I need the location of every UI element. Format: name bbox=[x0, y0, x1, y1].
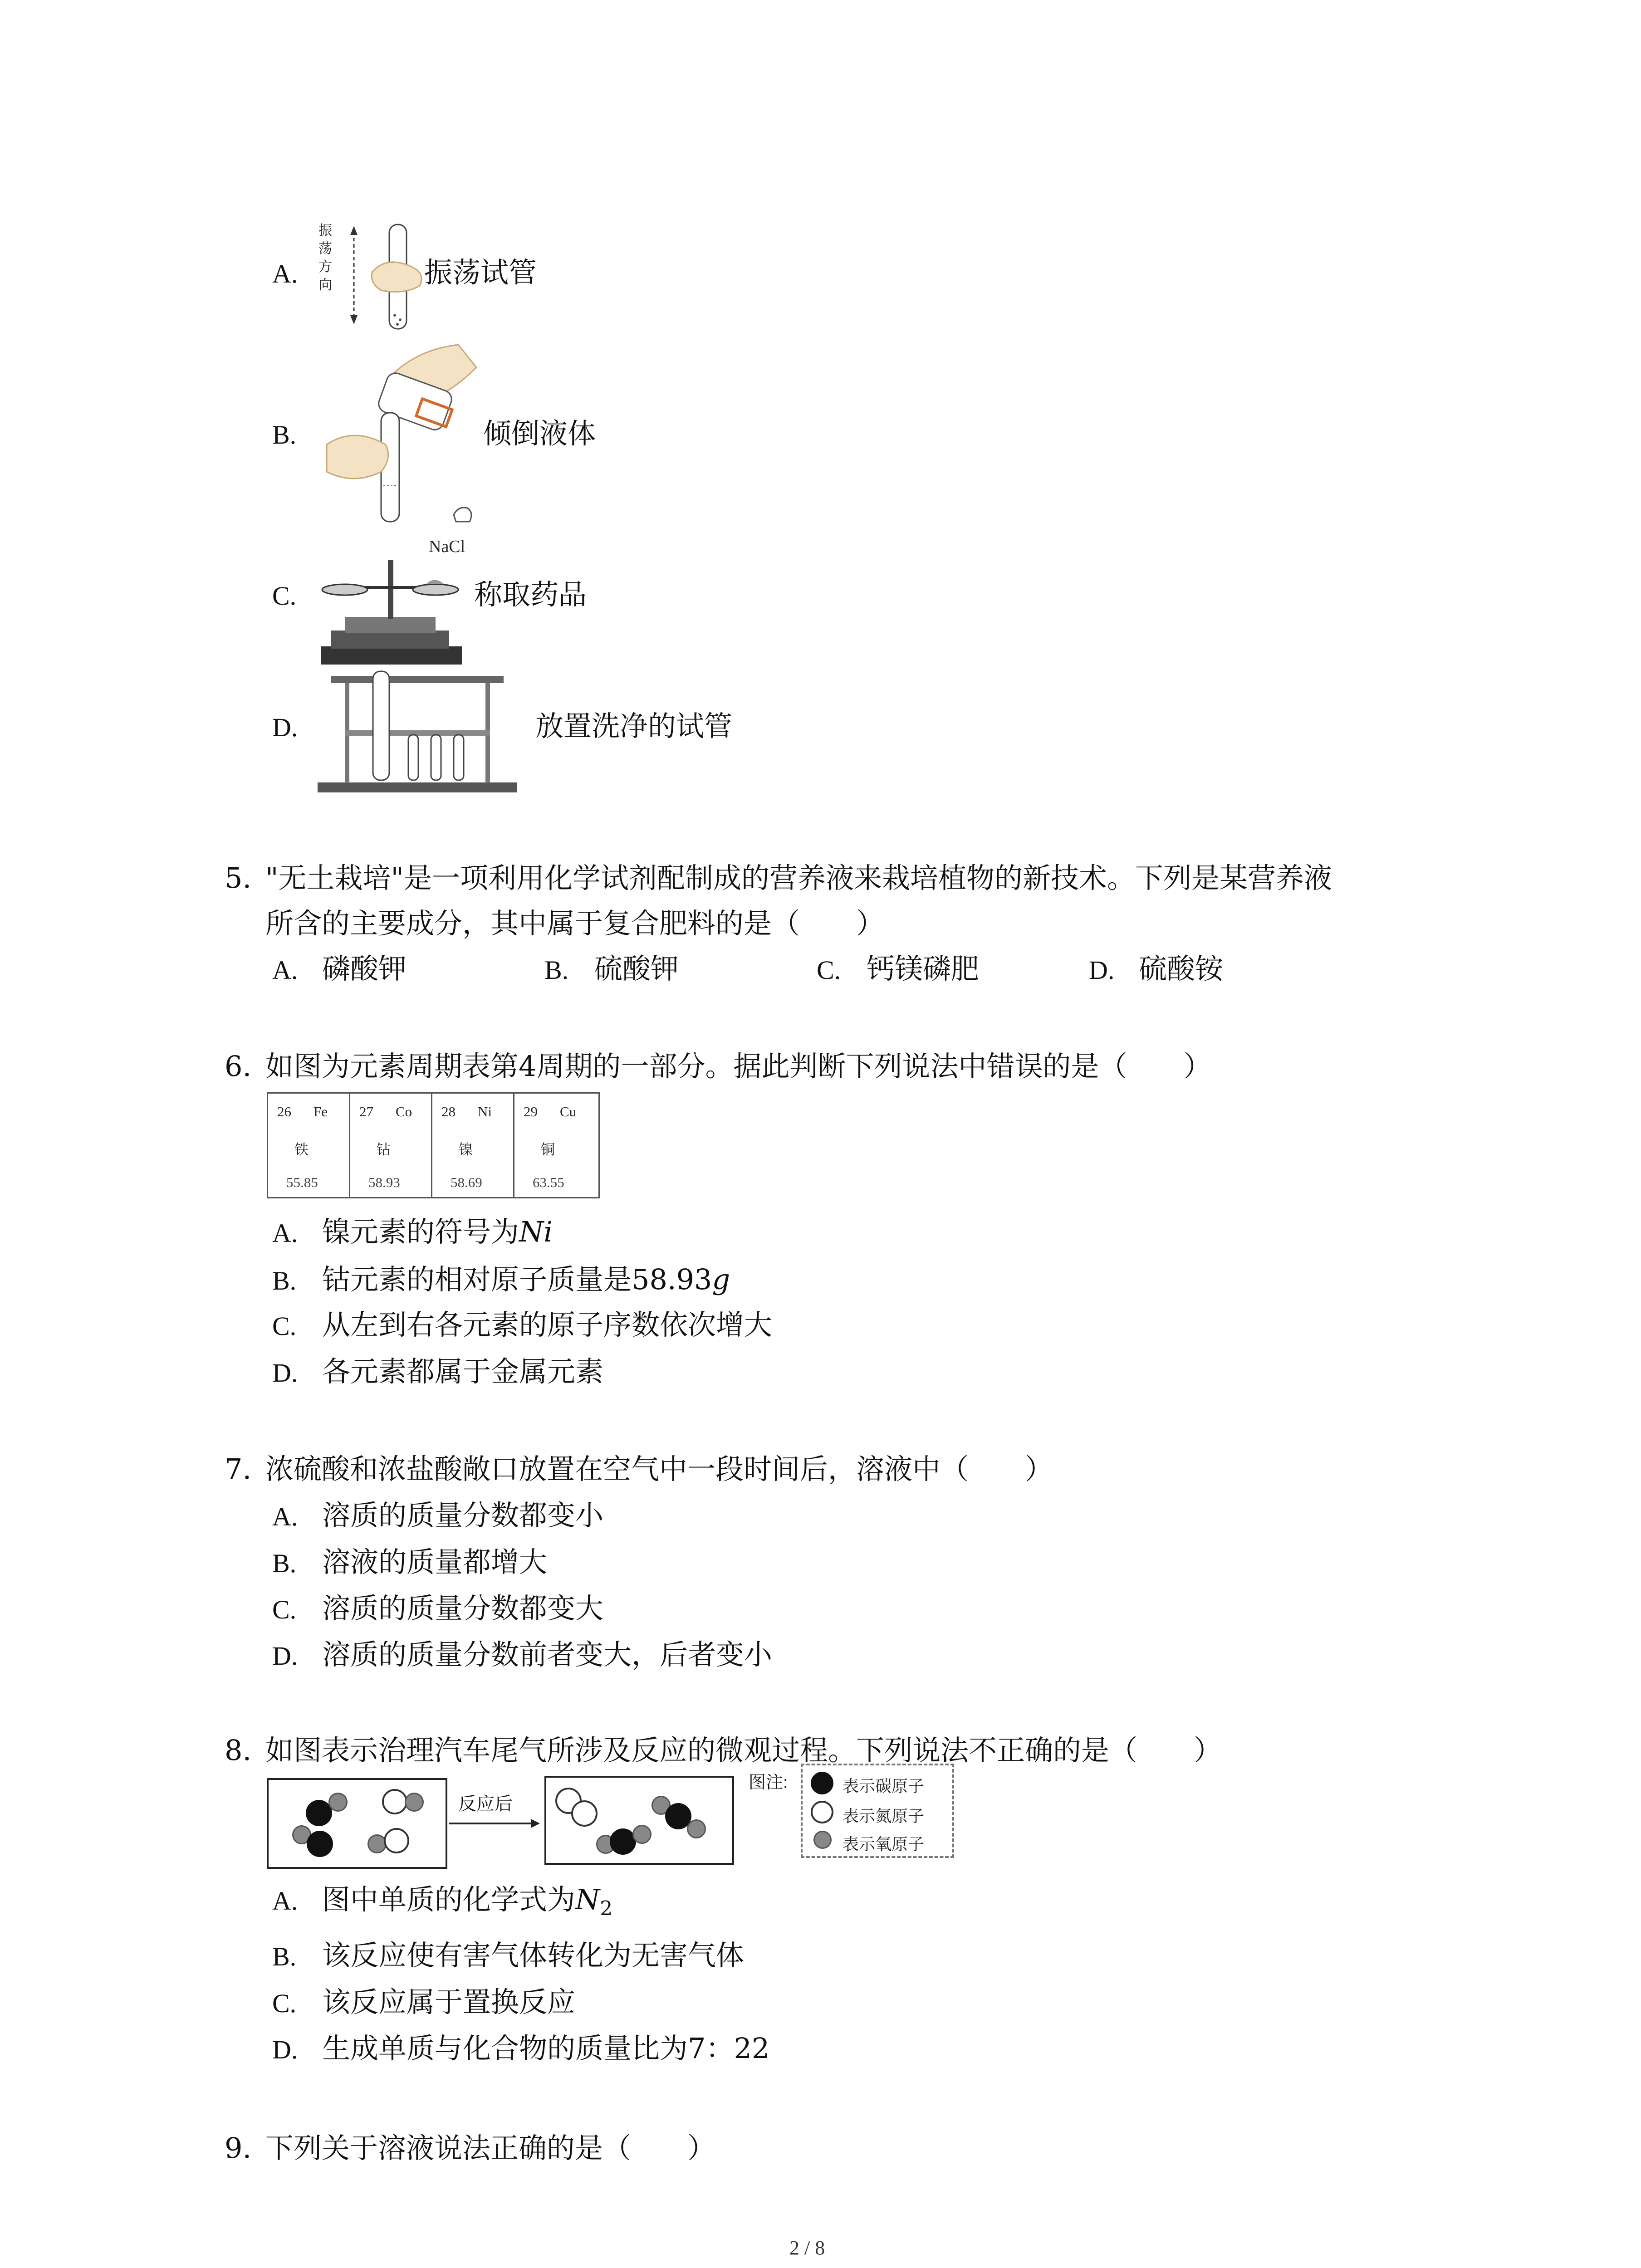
legend-title: 图注: bbox=[749, 1773, 788, 1792]
question-stem-line2: 所含的主要成分，其中属于复合肥料的是（ ） bbox=[265, 907, 885, 940]
option-text: 称取药品 bbox=[474, 578, 587, 611]
question-stem: 如图为元素周期表第4周期的一部分。据此判断下列说法中错误的是（ ） bbox=[265, 1050, 1212, 1083]
question-stem-line1: "无土栽培"是一项利用化学试剂配制成的营养液来栽培植物的新技术。下列是某营养液 bbox=[265, 861, 1332, 894]
option-d-text: 硫酸铵 bbox=[1139, 952, 1224, 985]
option-b-text: 硫酸钾 bbox=[594, 952, 679, 985]
svg-text:向: 向 bbox=[318, 277, 332, 293]
option-b-text: 溶液的质量都增大 bbox=[322, 1545, 548, 1579]
option-a-text: 镍元素的符号为Ni bbox=[322, 1215, 553, 1248]
question-number: 5. bbox=[225, 861, 252, 894]
carbon-atom-key bbox=[811, 1772, 833, 1794]
option-b-label: B. bbox=[272, 1266, 297, 1295]
oxygen-atom-key bbox=[813, 1831, 832, 1849]
option-a-text: 磷酸钾 bbox=[322, 952, 407, 985]
legend-nitrogen: 表示氮原子 bbox=[843, 1807, 925, 1826]
products-box bbox=[544, 1776, 734, 1865]
element-cell-ni: 28 Ni 镍 58.69 bbox=[432, 1094, 514, 1197]
option-d-text: 各元素都属于金属元素 bbox=[322, 1355, 604, 1388]
question-number: 7. bbox=[225, 1452, 252, 1486]
nacl-label: NaCl bbox=[429, 537, 465, 556]
option-a-text: 图中单质的化学式为$N_2$ bbox=[322, 1883, 613, 1921]
svg-text:振: 振 bbox=[318, 223, 332, 239]
option-c-label: C. bbox=[272, 1595, 297, 1624]
legend-oxygen: 表示氧原子 bbox=[843, 1835, 925, 1854]
option-d-label: D. bbox=[1089, 955, 1115, 985]
legend-box bbox=[801, 1764, 954, 1858]
option-label: D. bbox=[272, 713, 298, 742]
shake-test-tube-figure bbox=[318, 222, 431, 340]
option-b-label: B. bbox=[272, 1549, 297, 1578]
question-number: 9. bbox=[225, 2131, 252, 2165]
question-stem: 下列关于溶液说法正确的是（ ） bbox=[265, 2131, 716, 2165]
svg-text:荡: 荡 bbox=[318, 241, 332, 257]
option-b-text: 钴元素的相对原子质量是58.93g bbox=[322, 1263, 730, 1296]
legend-carbon: 表示碳原子 bbox=[843, 1777, 925, 1796]
question-number: 8. bbox=[225, 1734, 252, 1767]
option-b-label: B. bbox=[544, 955, 569, 985]
option-b-text: 该反应使有害气体转化为无害气体 bbox=[322, 1939, 745, 1972]
option-text: 放置洗净的试管 bbox=[535, 709, 733, 743]
option-a-label: A. bbox=[272, 1218, 298, 1248]
element-cell-cu: 29 Cu 铜 63.55 bbox=[524, 1104, 577, 1190]
option-text: 振荡试管 bbox=[424, 256, 537, 289]
arrow-label: 反应后 bbox=[458, 1794, 513, 1814]
reactants-box bbox=[267, 1778, 447, 1869]
option-a-label: A. bbox=[272, 955, 298, 985]
question-stem: 如图表示治理汽车尾气所涉及反应的微观过程。下列说法不正确的是（ ） bbox=[265, 1734, 1222, 1767]
page-number: 2 / 8 bbox=[789, 2237, 825, 2259]
option-d-label: D. bbox=[272, 2035, 298, 2064]
nitrogen-atom-key bbox=[811, 1801, 833, 1823]
periodic-table-excerpt bbox=[267, 1092, 600, 1198]
pour-liquid-figure bbox=[318, 340, 490, 540]
option-c-label: C. bbox=[272, 1989, 297, 2018]
option-text: 倾倒液体 bbox=[483, 417, 596, 450]
option-a-label: A. bbox=[272, 1502, 298, 1531]
option-label: C. bbox=[272, 581, 297, 611]
option-c-text: 从左到右各元素的原子序数依次增大 bbox=[322, 1308, 773, 1341]
option-a-text: 溶质的质量分数都变小 bbox=[322, 1499, 604, 1532]
question-number: 6. bbox=[225, 1050, 252, 1083]
option-c-label: C. bbox=[272, 1311, 297, 1341]
element-cell-co: 27 Co 钴 58.93 bbox=[350, 1094, 432, 1197]
question-stem: 浓硫酸和浓盐酸敞口放置在空气中一段时间后，溶液中（ ） bbox=[265, 1452, 1053, 1486]
option-label: A. bbox=[272, 259, 298, 288]
option-c-text: 钙镁磷肥 bbox=[867, 952, 980, 985]
option-d-label: D. bbox=[272, 1641, 298, 1671]
option-c-text: 该反应属于置换反应 bbox=[322, 1985, 576, 2019]
option-c-text: 溶质的质量分数都变大 bbox=[322, 1592, 604, 1625]
svg-text:方: 方 bbox=[318, 259, 332, 275]
option-d-text: 生成单质与化合物的质量比为7：22 bbox=[322, 2032, 770, 2065]
test-tube-rack-figure bbox=[318, 667, 522, 794]
option-d-text: 溶质的质量分数前者变大，后者变小 bbox=[322, 1638, 773, 1671]
option-b-label: B. bbox=[272, 1942, 297, 1971]
option-label: B. bbox=[272, 420, 297, 450]
option-c-label: C. bbox=[817, 955, 841, 985]
option-a-label: A. bbox=[272, 1886, 298, 1916]
weigh-chemical-figure bbox=[318, 533, 481, 667]
option-d-label: D. bbox=[272, 1358, 298, 1388]
element-cell-fe: 26 Fe 铁 55.85 bbox=[268, 1094, 350, 1197]
